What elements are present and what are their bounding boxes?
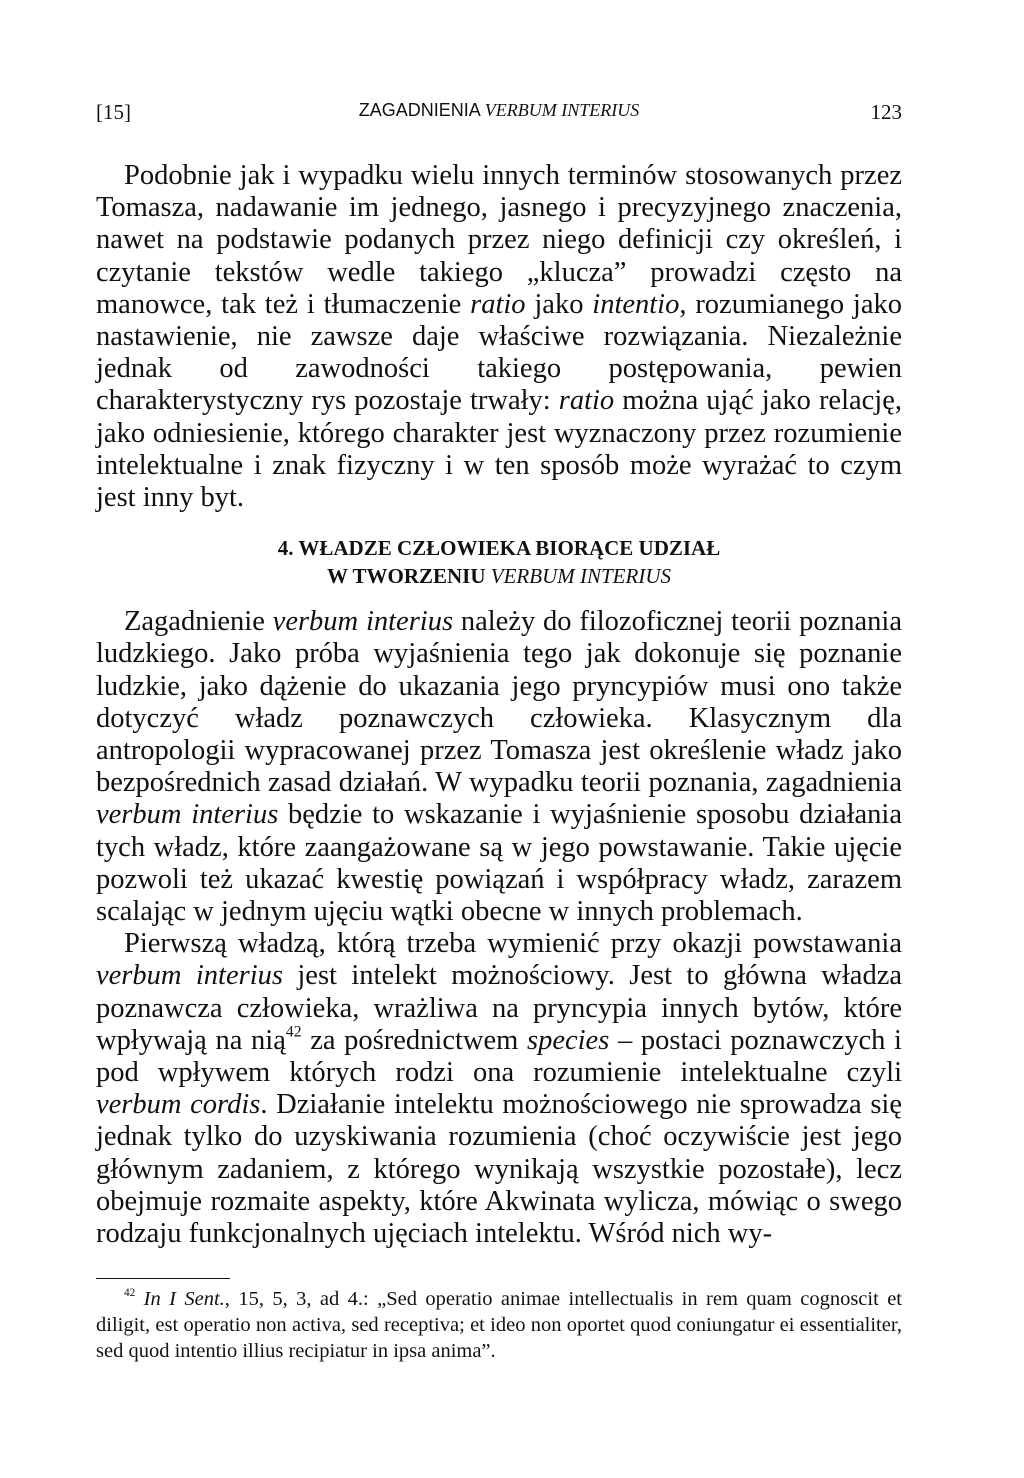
section-heading	[96, 534, 902, 590]
running-title-main: ZAGADNIENIA	[358, 100, 480, 120]
italic-term: ratio	[470, 288, 526, 320]
heading-run: W TWORZENIU	[327, 564, 491, 589]
running-title	[96, 100, 902, 121]
italic-term: verbum interius	[96, 960, 283, 992]
italic-term: intentio	[592, 288, 680, 320]
paragraph-1	[96, 160, 902, 514]
running-title-italic: VERBUM INTERIUS	[484, 100, 640, 120]
footnote-separator	[96, 1278, 230, 1279]
heading-italic-run: VERBUM INTERIUS	[490, 564, 671, 589]
italic-term: verbum cordis	[96, 1089, 261, 1121]
footnote-reference[interactable]: 42	[285, 1023, 302, 1041]
italic-term: verbum interius	[272, 606, 454, 638]
text-run: Podobnie jak i wypadku wielu innych terminów stosowanych przez Tomasza, nadawanie im jednego, jasnego i precyzyjnego znaczenia, nawet na podstawie podanych przez niego definicji czy określeń, i czytanie tekstów wedle takiego „klucza” prowadzi często na manowce, tak też i tłumaczenie	[96, 160, 902, 320]
footnote-source-title: In I Sent.	[143, 1288, 225, 1310]
footnote-number: 42	[124, 1286, 136, 1299]
section-heading-line-1: 4. WŁADZE CZŁOWIEKA BIORĄCE UDZIAŁ	[277, 536, 721, 561]
text-run: Zagadnienie	[124, 606, 273, 638]
page-number: 123	[870, 100, 902, 124]
italic-term: ratio	[558, 385, 615, 417]
text-run: będzie to wskazanie i wyjaśnienie sposobu działania tych władz, które zaangażowane są w jego powstawanie. Takie ujęcie pozwoli też ukazać kwestię powiązań i współpracy władz, zarazem scalając w jednym ujęciu wątki obecne w innych problemach.	[96, 799, 902, 928]
text-run: jako	[525, 288, 593, 320]
section-reference: [15]	[96, 100, 131, 124]
text-run: należy do filozoficznej teorii poznania ludzkiego. Jako próba wyjaśnienia tego jak dokonuje się poznanie ludzkie, jako dążenie do ukazania jego pryncypiów musi ono także dotyczyć władz poznawczych człowieka. Klasycznym dla antropologii wypracowanej przez Tomasza jest określenie władz jako bezpośrednich zasad działań. W wypadku teorii poznania, zagadnienia	[96, 606, 902, 799]
text-run: za pośrednictwem	[301, 1024, 527, 1056]
footnote-42	[96, 1286, 902, 1364]
running-header	[96, 100, 902, 130]
italic-term: species	[526, 1024, 610, 1056]
text-run: Pierwszą władzą, którą trzeba wymienić przy okazji powstawania	[124, 928, 902, 960]
text-run: – postaci poznawczych i pod wpływem których rodzi ona rozumienie intelektualne czyli	[96, 1024, 902, 1089]
italic-term: verbum interius	[96, 799, 279, 831]
section-heading-line-2	[96, 562, 902, 590]
text-run: można ująć jako relację, jako odniesienie, którego charakter jest wyznaczony przez rozumienie intelektualne i znak fizyczny i w ten sposób może wyrażać to czym jest inny byt.	[96, 385, 902, 514]
text-run: . Działanie intelektu możnościowego nie sprowadza się jednak tylko do uzyskiwania rozumienia (choć oczywiście jest jego głównym zadaniem, z którego wynikają wszystkie pozostałe), lecz obejmuje rozmaite aspekty, które Akwinata wylicza, mówiąc o swego rodzaju funkcjonalnych ujęciach intelektu. Wśród nich wy-	[96, 1089, 902, 1250]
text-run: , rozumianego jako nastawienie, nie zawsze daje właściwe rozwiązania. Niezależnie jednak od zawodności takiego postępowania, pewien charakterystyczny rys pozostaje trwały:	[96, 288, 902, 417]
paragraph-2	[96, 606, 902, 928]
footnote-body: , 15, 5, 3, ad 4.: „Sed operatio animae intellectualis in rem quam cognoscit et diligit, est operatio non activa, sed receptiva; et ideo non oportet quod coniungatur ei essentialiter, sed quod intentio illius recipiatur in ipsa anima”.	[96, 1288, 902, 1362]
body-text	[96, 160, 902, 1250]
footnote-text	[96, 1286, 902, 1364]
text-run: jest intelekt możnościowy. Jest to główna władza poznawcza człowieka, wrażliwa na pryncypia innych bytów, które wpływają na nią	[96, 960, 902, 1056]
paragraph-3	[96, 928, 902, 1250]
